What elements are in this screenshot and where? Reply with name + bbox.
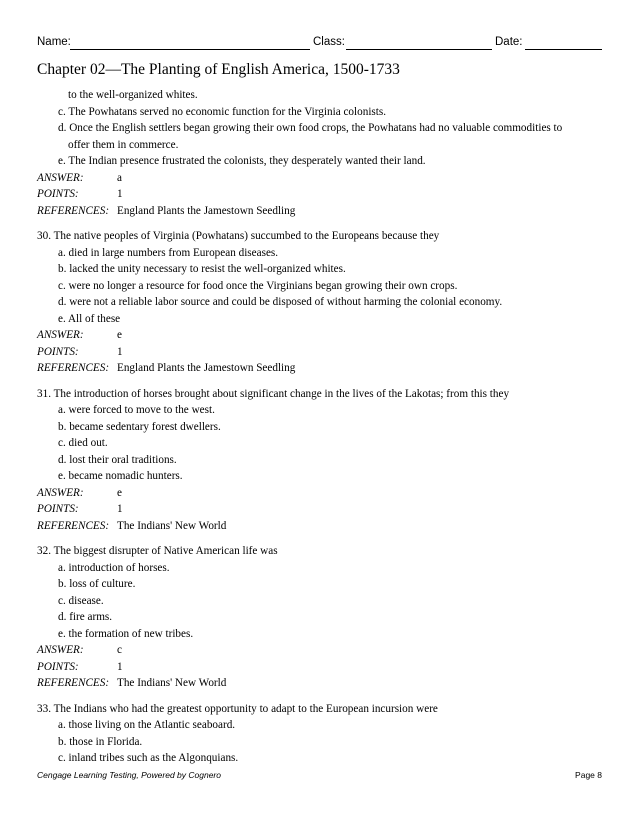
choice-item: a. died in large numbers from European diseases.	[58, 246, 279, 259]
question-stem: 30. The native peoples of Virginia (Powhatans) succumbed to the Europeans because they	[37, 230, 440, 242]
points-row	[37, 501, 603, 518]
choice-item: b. lacked the unity necessary to resist the well-organized whites.	[58, 263, 346, 275]
answer-row	[37, 485, 603, 502]
name-blank-line	[70, 49, 310, 50]
references-row	[37, 518, 603, 535]
answer-label: ANSWER:	[37, 486, 84, 499]
choice-item: d. Once the English settlers began growing their own food crops, the Powhatans had no valuable commodities to	[58, 122, 563, 134]
answer-value: e	[117, 486, 122, 499]
answer-row	[37, 642, 603, 659]
points-label: POINTS:	[37, 503, 79, 515]
points-row	[37, 659, 603, 676]
choice-item: b. loss of culture.	[58, 578, 136, 590]
choice-item: b. became sedentary forest dwellers.	[58, 420, 221, 433]
question-stem: 32. The biggest disrupter of Native American life was	[37, 545, 278, 557]
references-label: REFERENCES:	[37, 362, 110, 374]
choice-item: c. The Powhatans served no economic function for the Virginia colonists.	[58, 105, 387, 118]
points-label: POINTS:	[37, 660, 79, 673]
references-value: The Indians' New World	[117, 519, 227, 532]
references-value: England Plants the Jamestown Seedling	[117, 204, 296, 217]
answer-row	[37, 170, 603, 187]
choice-item: c. died out.	[58, 437, 108, 449]
choice-item: e. became nomadic hunters.	[58, 470, 183, 482]
choice-item: b. those in Florida.	[58, 735, 143, 748]
answer-label: ANSWER:	[37, 171, 84, 184]
choice-continuation: to the well-organized whites.	[68, 89, 198, 101]
date-blank-line	[525, 49, 602, 50]
choice-item: d. fire arms.	[58, 611, 113, 623]
points-row	[37, 344, 603, 361]
points-value: 1	[117, 188, 123, 200]
choice-item: e. All of these	[58, 312, 121, 325]
class-blank-line	[346, 49, 492, 50]
choice-item: c. were no longer a resource for food once the Virginians began growing their own crops.	[58, 279, 458, 292]
points-value: 1	[117, 660, 123, 673]
points-label: POINTS:	[37, 188, 79, 200]
choice-item: c. inland tribes such as the Algonquians.	[58, 752, 239, 764]
references-row	[37, 360, 603, 377]
references-label: REFERENCES:	[37, 519, 110, 532]
footer-publisher: Cengage Learning Testing, Powered by Cognero	[37, 770, 221, 780]
choice-item: a. were forced to move to the west.	[58, 404, 215, 416]
answer-value: a	[117, 171, 122, 184]
references-row	[37, 675, 603, 692]
references-value: The Indians' New World	[117, 677, 227, 689]
choice-item: a. those living on the Atlantic seaboard.	[58, 719, 236, 731]
references-row	[37, 203, 603, 220]
choice-item: e. the formation of new tribes.	[58, 627, 194, 640]
points-row	[37, 186, 603, 203]
student-info-header	[37, 36, 602, 52]
references-value: England Plants the Jamestown Seedling	[117, 362, 296, 374]
question-list	[37, 87, 603, 767]
date-label: Date:	[495, 36, 523, 48]
choice-continuation: offer them in commerce.	[68, 138, 179, 151]
page-number: Page 8	[575, 770, 602, 780]
choice-item: e. The Indian presence frustrated the colonists, they desperately wanted their land.	[58, 155, 426, 167]
answer-row	[37, 327, 603, 344]
chapter-title: Chapter 02—The Planting of English America, 1500-1733	[37, 61, 400, 78]
class-label: Class:	[313, 36, 345, 48]
name-label: Name:	[37, 36, 71, 48]
points-label: POINTS:	[37, 345, 79, 358]
points-value: 1	[117, 345, 123, 358]
question-stem: 31. The introduction of horses brought about significant change in the lives of the Lakotas; from this they	[37, 387, 510, 400]
answer-label: ANSWER:	[37, 644, 84, 656]
references-label: REFERENCES:	[37, 677, 110, 689]
choice-item: d. were not a reliable labor source and could be disposed of without harming the colonial economy.	[58, 296, 503, 308]
choice-item: d. lost their oral traditions.	[58, 453, 177, 466]
answer-value: c	[117, 644, 122, 656]
references-label: REFERENCES:	[37, 204, 110, 217]
answer-label: ANSWER:	[37, 329, 84, 341]
points-value: 1	[117, 503, 123, 515]
answer-value: e	[117, 329, 122, 341]
choice-item: c. disease.	[58, 594, 104, 607]
question-stem: 33. The Indians who had the greatest opportunity to adapt to the European incursion were	[37, 702, 438, 715]
choice-item: a. introduction of horses.	[58, 561, 170, 574]
